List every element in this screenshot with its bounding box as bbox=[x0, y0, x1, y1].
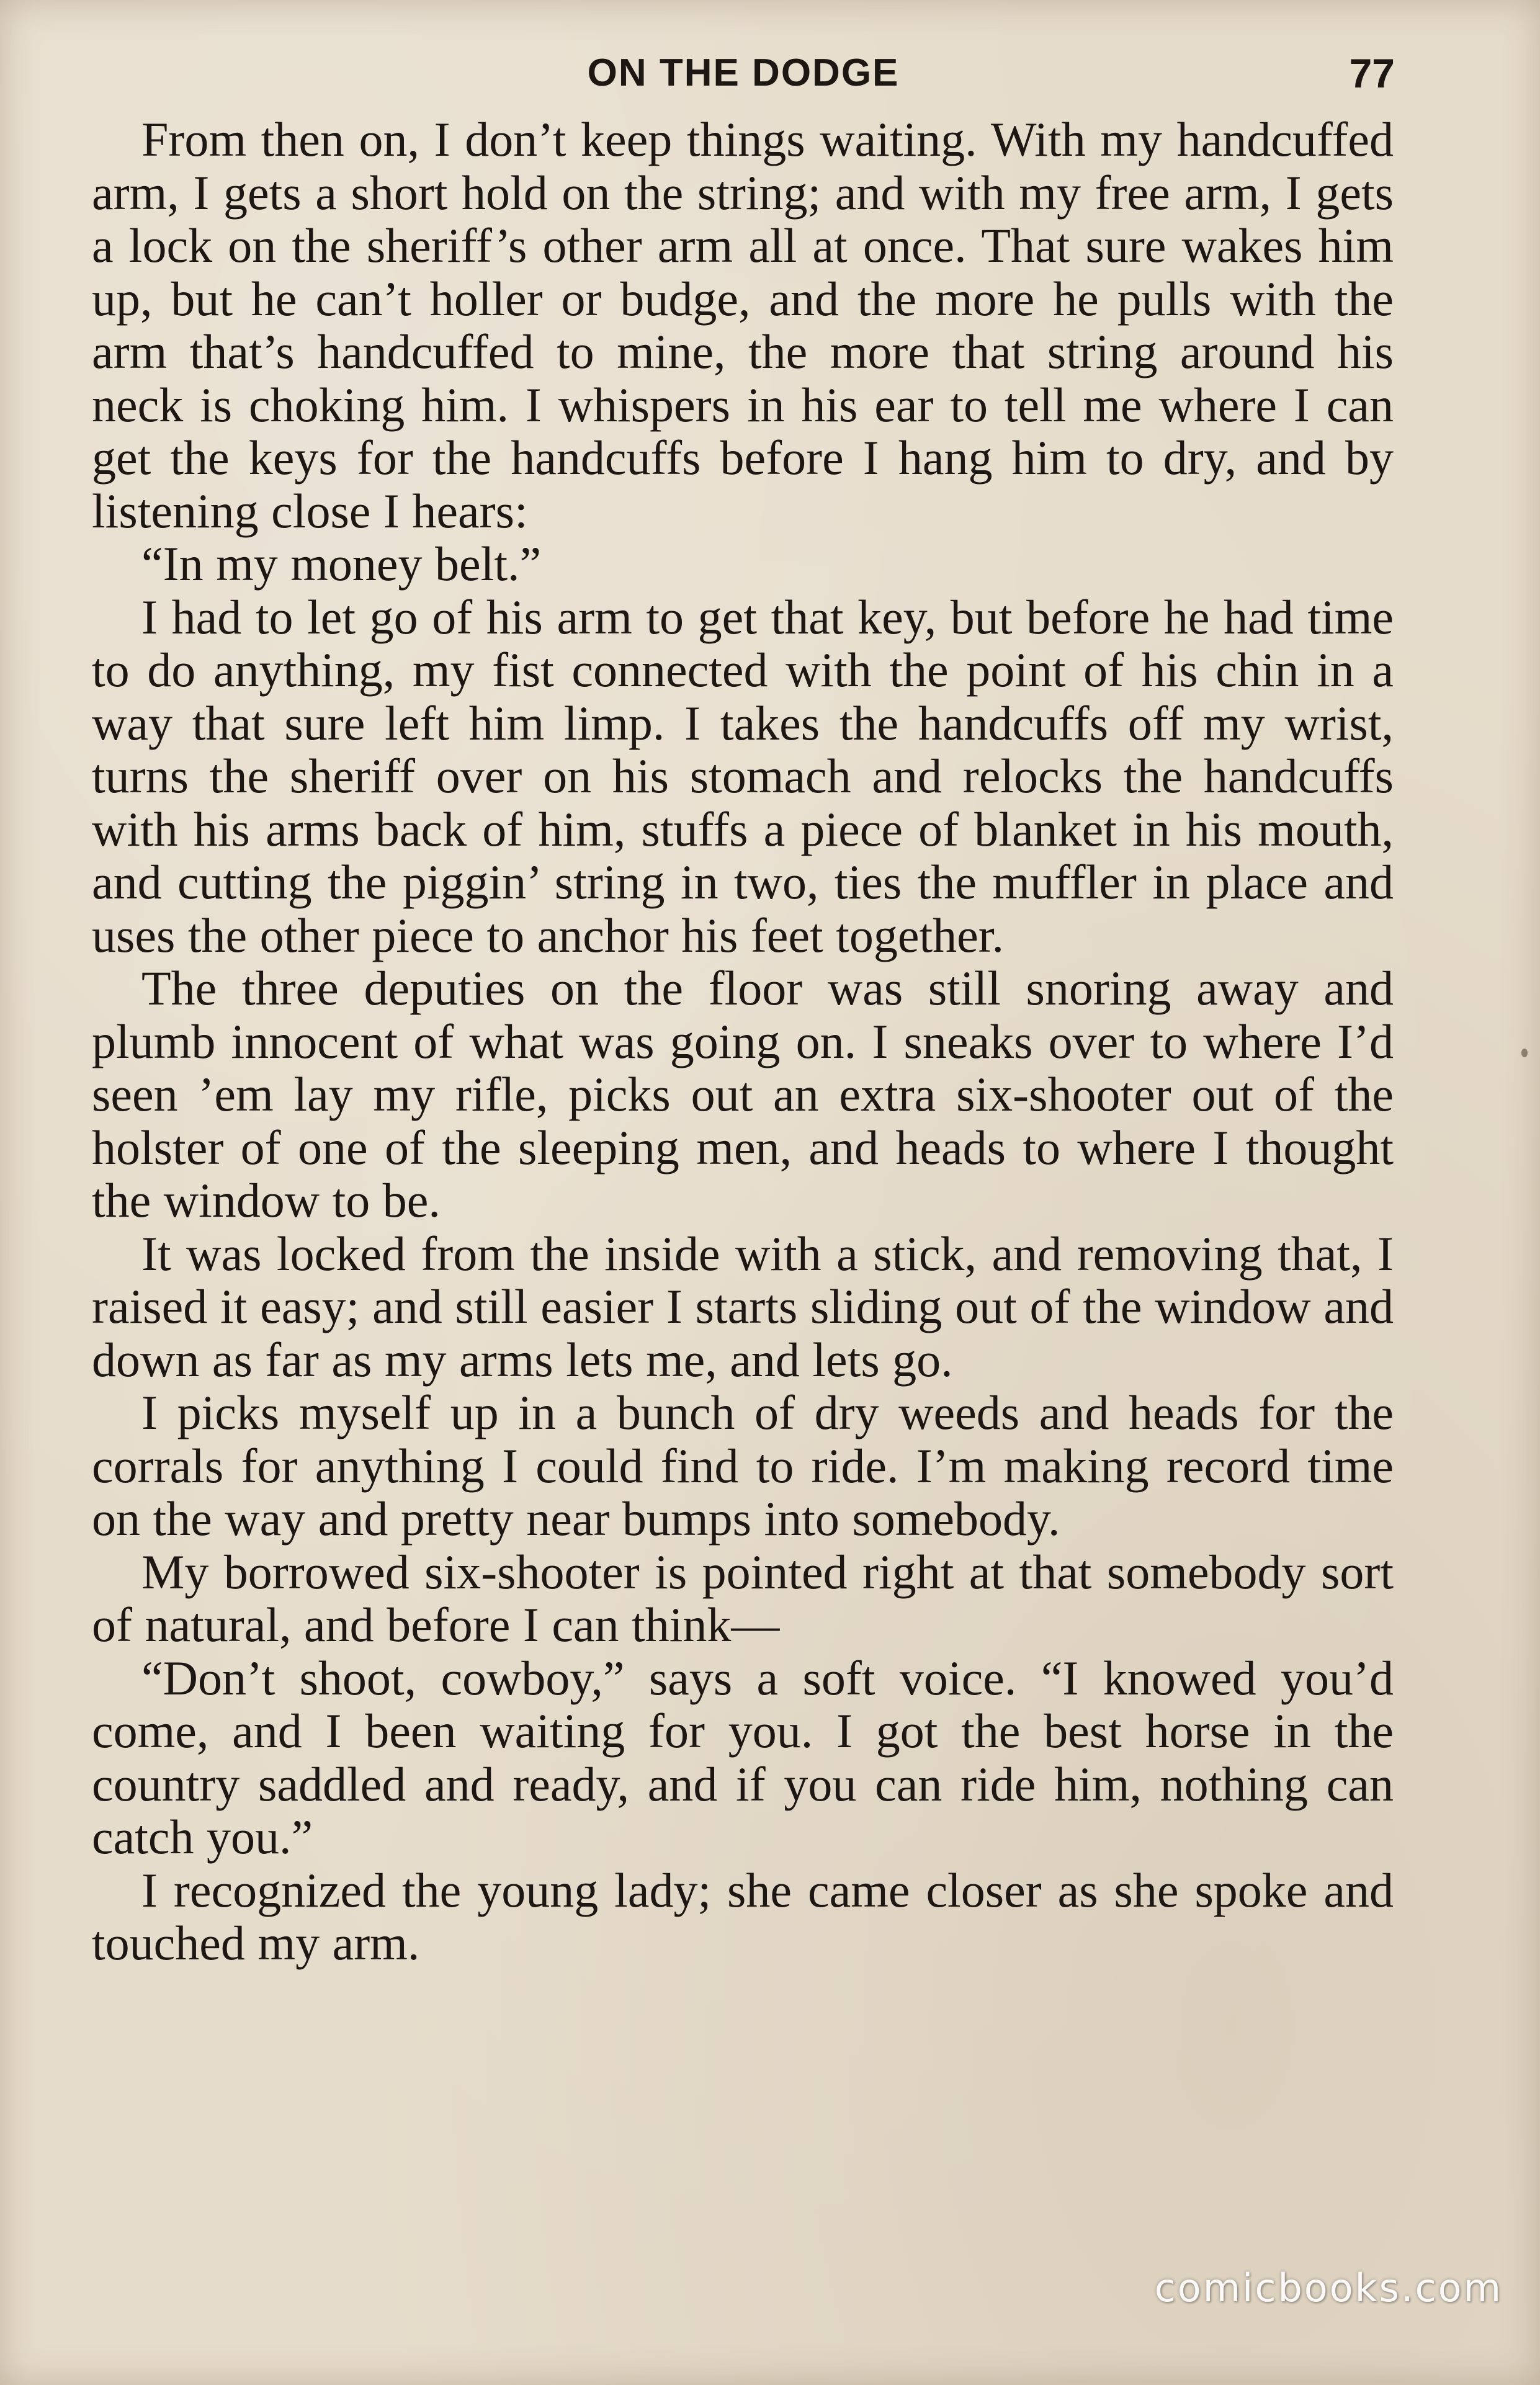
paragraph: “In my money belt.” bbox=[141, 537, 542, 591]
watermark: comicbooks.com bbox=[1154, 2265, 1503, 2311]
paper-speck bbox=[1521, 1049, 1528, 1057]
running-head: ON THE DODGE bbox=[587, 51, 900, 94]
paragraph: I recognized the young lady; she came closer as she spoke and touched my arm. bbox=[92, 1863, 1394, 1970]
page-header bbox=[92, 42, 1395, 104]
paragraph: From then on, I don’t keep things waiting. With my handcuffed arm, I gets a short hold on the string; and with my free arm, I gets a lock on the sheriff’s other arm all at once. That sure wakes him up, but he can’t holler or budge, and the more he pulls with the arm that’s handcuffed to mine, the more that string around his neck is choking him. I whispers in his ear to tell me where I can get the keys for the handcuffs before I hang him to dry, and by listening close I hears: bbox=[92, 112, 1394, 538]
page-number: 77 bbox=[1349, 50, 1395, 96]
paragraph: The three deputies on the floor was still snoring away and plumb innocent of what was going on. I sneaks over to where I’d seen ’em lay my rifle, picks out an extra six-shooter out of the holster of one of the sleeping men, and heads to where I thought the window to be. bbox=[92, 961, 1394, 1227]
body-text bbox=[92, 113, 1394, 1970]
paragraph: “Don’t shoot, cowboy,” says a soft voice. “I knowed you’d come, and I been waiting for you. I got the best horse in the country saddled and ready, and if you can ride him, nothing can catch you.” bbox=[92, 1650, 1394, 1864]
paragraph: I picks myself up in a bunch of dry weeds and heads for the corrals for anything I could find to ride. I’m making record time on the way and pretty near bumps into somebody. bbox=[92, 1385, 1394, 1546]
paragraph: My borrowed six-shooter is pointed right at that somebody sort of natural, and before I can think— bbox=[92, 1544, 1394, 1652]
paragraph: I had to let go of his arm to get that key, but before he had time to do anything, my fist connected with the point of his chin in a way that sure left him limp. I takes the handcuffs off my wrist, turns the sheriff over on his stomach and relocks the handcuffs with his arms back of him, stuffs a piece of blanket in his mouth, and cutting the piggin’ string in two, ties the muffler in place and uses the other piece to anchor his feet together. bbox=[92, 589, 1394, 962]
paragraph: It was locked from the inside with a stick, and removing that, I raised it easy; and still easier I starts sliding out of the window and down as far as my arms lets me, and lets go. bbox=[92, 1226, 1394, 1387]
